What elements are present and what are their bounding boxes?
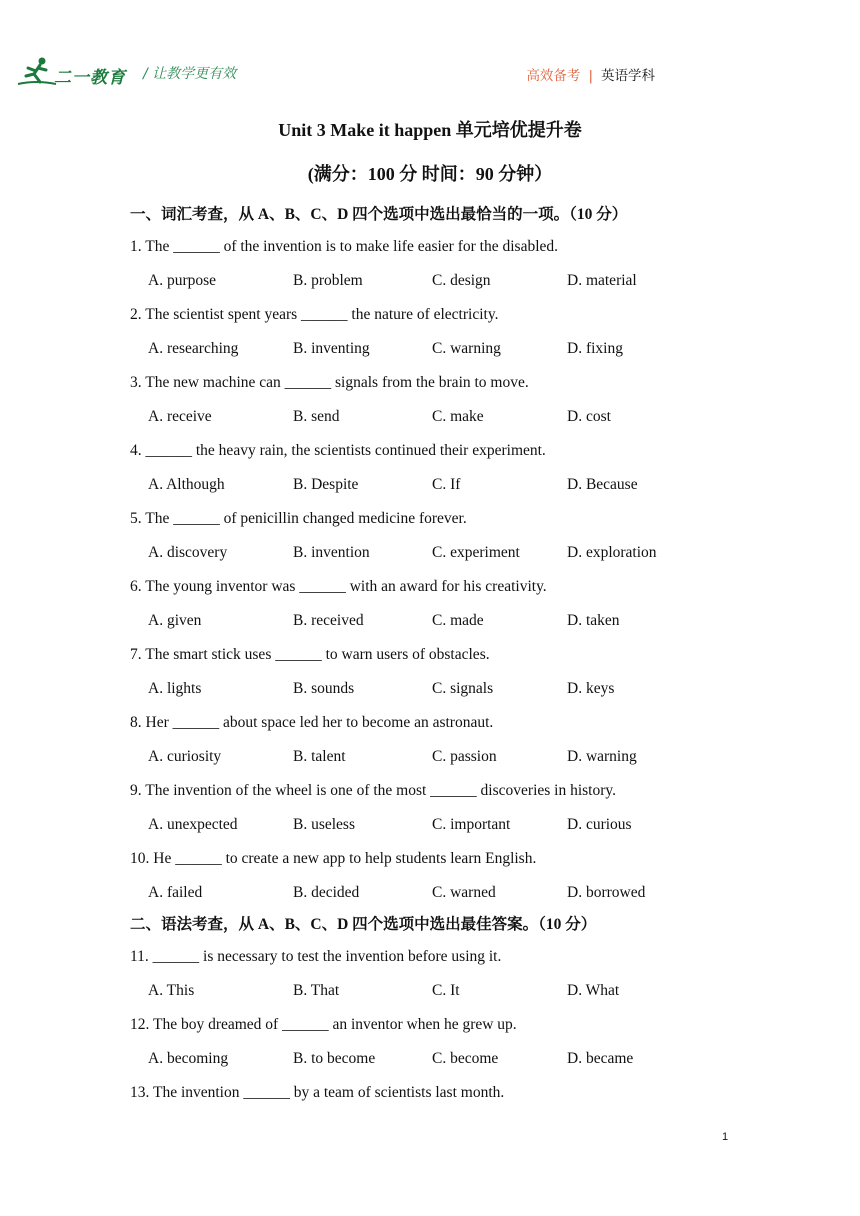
exam-content xyxy=(130,200,750,1110)
option-c: C. If xyxy=(432,476,461,493)
page-header xyxy=(0,0,860,100)
option-d: D. fixing xyxy=(567,340,623,357)
option-a: A. curiosity xyxy=(148,748,222,765)
option-c: C. become xyxy=(432,1050,499,1067)
option-a: A. This xyxy=(148,982,195,999)
question-text: 2. The scientist spent years ______ the nature of electricity. xyxy=(130,306,499,323)
options-row xyxy=(130,876,750,910)
option-b: B. inventing xyxy=(293,340,370,357)
option-b: B. Despite xyxy=(293,476,359,493)
header-subject: 英语学科 xyxy=(601,68,655,84)
option-b: B. useless xyxy=(293,816,355,833)
option-a: A. given xyxy=(148,612,202,629)
options-row xyxy=(130,672,750,706)
question-text: 7. The smart stick uses ______ to warn users of obstacles. xyxy=(130,646,490,663)
option-a: A. becoming xyxy=(148,1050,229,1067)
option-c: C. make xyxy=(432,408,484,425)
option-d: D. What xyxy=(567,982,620,999)
page-subtitle: (满分：100 分 时间：90 分钟） xyxy=(307,164,553,184)
options-row xyxy=(130,604,750,638)
option-a: A. lights xyxy=(148,680,202,697)
option-c: C. made xyxy=(432,612,484,629)
option-d: D. material xyxy=(567,272,637,289)
logo-text: 二一教育 xyxy=(54,68,126,88)
question-text: 11. ______ is necessary to test the invention before using it. xyxy=(130,948,502,965)
option-c: C. It xyxy=(432,982,460,999)
option-b: B. problem xyxy=(293,272,363,289)
option-d: D. borrowed xyxy=(567,884,646,901)
option-a: A. unexpected xyxy=(148,816,238,833)
options-row xyxy=(130,332,750,366)
header-tag: 高效备考 xyxy=(526,68,581,84)
page-title: Unit 3 Make it happen 单元培优提升卷 xyxy=(278,120,582,140)
page-number: 1 xyxy=(722,1131,729,1143)
options-row xyxy=(130,974,750,1008)
option-d: D. warning xyxy=(567,748,637,765)
section-heading: 一、词汇考查，从 A、B、C、D 四个选项中选出最恰当的一项。（10 分） xyxy=(130,206,628,223)
section-heading: 二、语法考查，从 A、B、C、D 四个选项中选出最佳答案。（10 分） xyxy=(130,916,597,933)
question-text: 9. The invention of the wheel is one of the most ______ discoveries in history. xyxy=(130,782,617,799)
option-a: A. researching xyxy=(148,340,239,357)
option-d: D. cost xyxy=(567,408,611,425)
option-b: B. received xyxy=(293,612,364,629)
question-text: 3. The new machine can ______ signals from the brain to move. xyxy=(130,374,529,391)
option-d: D. exploration xyxy=(567,544,657,561)
option-b: B. send xyxy=(293,408,340,425)
options-row xyxy=(130,808,750,842)
option-c: C. important xyxy=(432,816,511,833)
option-c: C. passion xyxy=(432,748,497,765)
option-b: B. talent xyxy=(293,748,346,765)
question-text: 1. The ______ of the invention is to make life easier for the disabled. xyxy=(130,238,559,255)
option-b: B. That xyxy=(293,982,340,999)
question-text: 12. The boy dreamed of ______ an inventor when he grew up. xyxy=(130,1016,517,1033)
question-text: 10. He ______ to create a new app to help students learn English. xyxy=(130,850,537,867)
options-row xyxy=(130,536,750,570)
option-a: A. receive xyxy=(148,408,212,425)
options-row xyxy=(130,740,750,774)
option-a: A. failed xyxy=(148,884,203,901)
option-d: D. became xyxy=(567,1050,634,1067)
option-c: C. warning xyxy=(432,340,501,357)
header-separator: | xyxy=(588,68,593,84)
question-text: 5. The ______ of penicillin changed medicine forever. xyxy=(130,510,467,527)
options-row xyxy=(130,1042,750,1076)
options-row xyxy=(130,468,750,502)
slogan: / 让教学更有效 xyxy=(143,66,237,82)
option-c: C. warned xyxy=(432,884,496,901)
option-b: B. sounds xyxy=(293,680,355,697)
option-b: B. to become xyxy=(293,1050,376,1067)
option-a: A. purpose xyxy=(148,272,217,289)
question-text: 13. The invention ______ by a team of scientists last month. xyxy=(130,1084,505,1101)
options-row xyxy=(130,264,750,298)
options-row xyxy=(130,400,750,434)
question-text: 4. ______ the heavy rain, the scientists continued their experiment. xyxy=(130,442,546,459)
option-d: D. curious xyxy=(567,816,632,833)
option-b: B. decided xyxy=(293,884,360,901)
question-text: 8. Her ______ about space led her to become an astronaut. xyxy=(130,714,494,731)
header-right xyxy=(526,64,655,84)
option-a: A. Although xyxy=(148,476,225,493)
question-text: 6. The young inventor was ______ with an award for his creativity. xyxy=(130,578,547,595)
option-b: B. invention xyxy=(293,544,370,561)
option-d: D. Because xyxy=(567,476,638,493)
option-a: A. discovery xyxy=(148,544,228,561)
option-c: C. design xyxy=(432,272,491,289)
option-c: C. experiment xyxy=(432,544,520,561)
option-d: D. taken xyxy=(567,612,620,629)
option-d: D. keys xyxy=(567,680,615,697)
option-c: C. signals xyxy=(432,680,494,697)
